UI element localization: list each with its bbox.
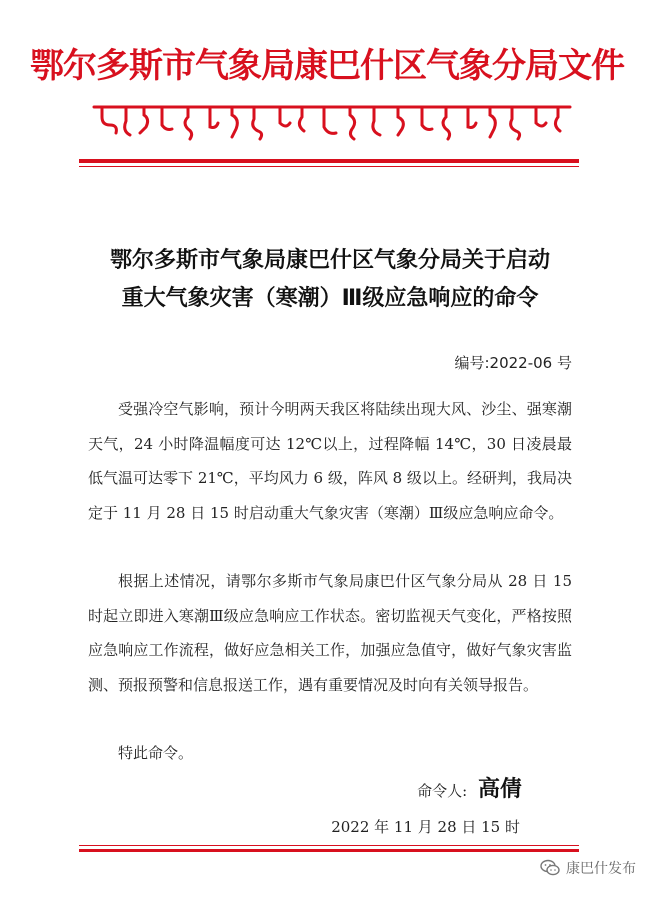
document-title (60, 242, 600, 318)
document-date: 2022 年 11 月 28 日 15 时 (331, 818, 520, 836)
document-title-line-1: 鄂尔多斯市气象局康巴什区气象分局关于启动 (109, 248, 550, 273)
paragraph-3: 特此命令。 (118, 744, 194, 762)
mongolian-script-icon (92, 95, 572, 141)
header-rule-thick (79, 159, 579, 163)
document-title-line-2: 重大气象灾害（寒潮）Ⅲ级应急响应的命令 (121, 286, 539, 311)
signer-line (417, 772, 522, 803)
header-rule-thin (79, 166, 579, 167)
document-number: 编号:2022-06 号 (454, 354, 572, 372)
signer-label: 命令人: (417, 782, 468, 800)
wechat-icon (540, 859, 560, 877)
footer-rule-thick (79, 849, 579, 852)
watermark (540, 858, 636, 878)
footer-rule-thin (79, 845, 579, 846)
paragraph-2: 根据上述情况，请鄂尔多斯市气象局康巴什区气象分局从 28 日 15 时起立即进入寒潮Ⅲ级应急响应工作状态。密切监视天气变化，严格按照应急响应工作流程，做好应急相关工作，加强应急值守，做好气象灾害监测、预报预警和信息报送工作，遇有重要情况及时向有关领导报告。 (88, 572, 572, 694)
letterhead-title: 鄂尔多斯市气象局康巴什区气象分局文件 (30, 46, 624, 86)
watermark-text: 康巴什发布 (566, 861, 636, 877)
signer-name: 高倩 (477, 777, 522, 802)
paragraph-1: 受强冷空气影响，预计今明两天我区将陆续出现大风、沙尘、强寒潮天气，24 小时降温幅度可达 12℃以上，过程降幅 14℃，30 日凌晨最低气温可达零下 21℃，平均风力 6 级，阵风 8 级以上。经研判，我局决定于 11 月 28 日 15 时启动重大气象灾害（寒潮）Ⅲ级应急响应命令。 (88, 400, 572, 522)
